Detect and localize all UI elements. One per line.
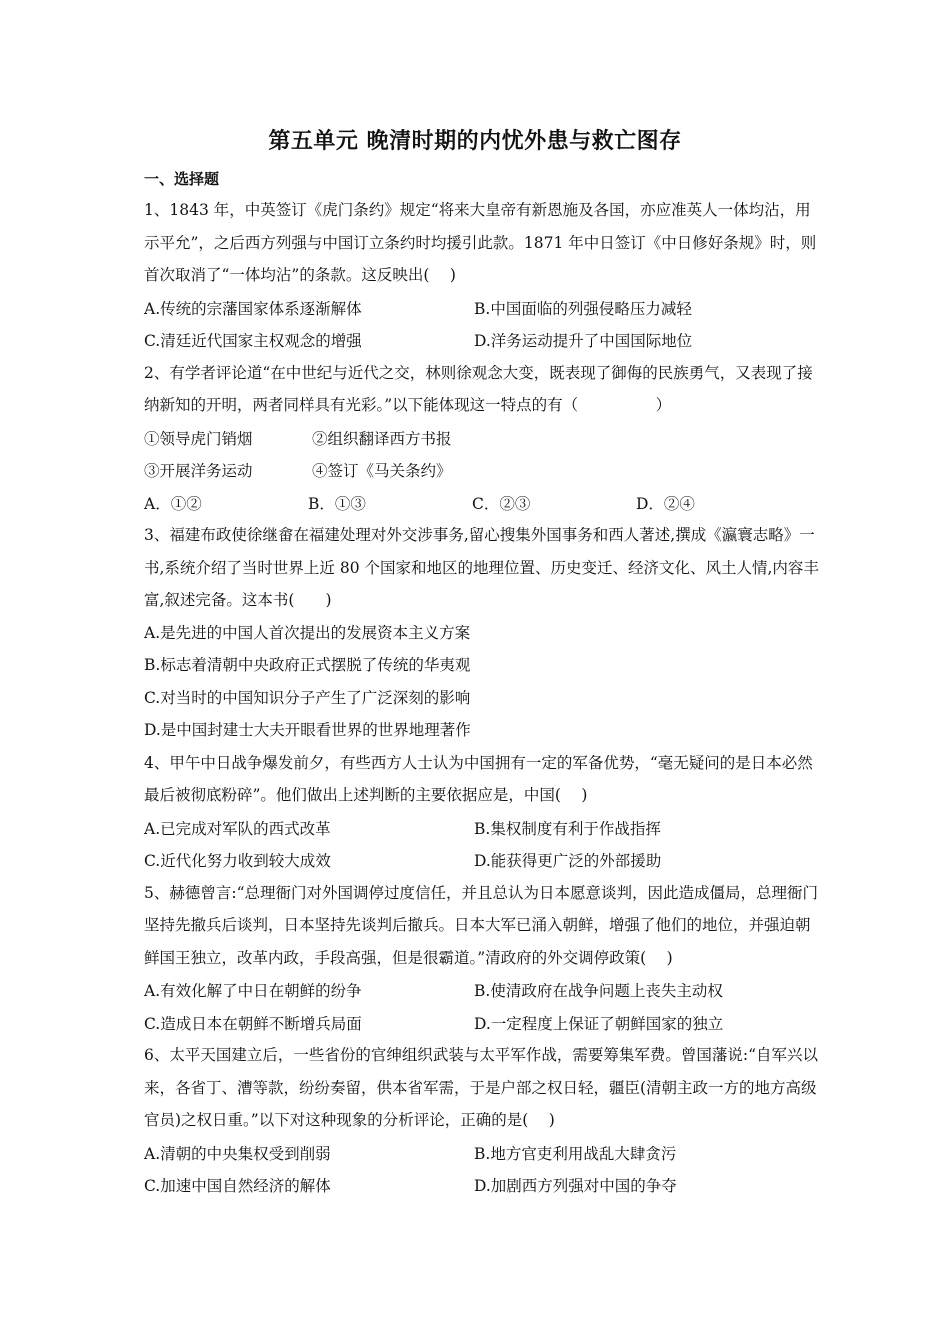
option-c: C.清廷近代国家主权观念的增强 (144, 332, 362, 351)
question-list (144, 194, 824, 1202)
option-d: D．②④ (636, 494, 695, 513)
option-b: B.中国面临的列强侵略压力减轻 (474, 299, 692, 318)
option-a: A.已完成对军队的西式改革 (144, 819, 331, 838)
option-a: A.传统的宗藩国家体系逐渐解体 (144, 299, 362, 318)
option-b: B.地方官吏利用战乱大肆贪污 (474, 1144, 677, 1163)
option-d: D.能获得更广泛的外部援助 (474, 852, 662, 871)
question-stem: 6、太平天国建立后，一些省份的官绅组织武装与太平军作战，需要筹集军费。曾国藩说:“自军兴以来，各省丁、漕等款，纷纷奏留，供本省军需，于是户部之权日轻，疆臣(清朝主政一方的地方高级官员)之权日重。”以下对这种现象的分析评论，正确的是( ) (144, 1046, 819, 1129)
section-heading: 一、选择题 (144, 170, 220, 188)
choice-4: ④签订《马关条约》 (312, 462, 452, 481)
option-b: B.标志着清朝中央政府正式摆脱了传统的华夷观 (144, 656, 471, 674)
choice-2: ②组织翻译西方书报 (312, 429, 452, 448)
option-a: A.有效化解了中日在朝鲜的纷争 (144, 982, 362, 1001)
option-row (144, 324, 824, 357)
option-a: A．①② (144, 494, 202, 513)
page-title: 第五单元 晚清时期的内忧外患与救亡图存 (268, 129, 682, 154)
question-3 (144, 519, 824, 747)
option-c: C.加速中国自然经济的解体 (144, 1177, 331, 1196)
question-1 (144, 194, 824, 357)
option-a: A.清朝的中央集权受到削弱 (144, 1144, 331, 1163)
question-4 (144, 747, 824, 877)
option-c: C．②③ (472, 494, 531, 513)
choice-row (144, 422, 824, 455)
option-b: B．①③ (308, 494, 366, 513)
option-c: C.对当时的中国知识分子产生了广泛深刻的影响 (144, 688, 471, 707)
choice-3: ③开展洋务运动 (144, 462, 253, 481)
option-d: D.加剧西方列强对中国的争夺 (474, 1177, 677, 1196)
question-stem: 5、赫德曾言:“总理衙门对外国调停过度信任，并且总认为日本愿意谈判，因此造成僵局，总理衙门坚持先撤兵后谈判，日本坚持先谈判后撤兵。日本大军已涌入朝鲜，增强了他们的地位，并强迫朝鲜国王独立，改革内政，手段高强，但是很霸道。”清政府的外交调停政策( ) (144, 883, 819, 967)
option-row (144, 844, 824, 877)
option-b: B.使清政府在战争问题上丧失主动权 (474, 982, 723, 1001)
question-stem: 2、有学者评论道“在中世纪与近代之交，林则徐观念大变，既表现了御侮的民族勇气，又表现了接纳新知的开明，两者同样具有光彩。”以下能体现这一特点的有（ ） (144, 363, 813, 414)
question-2 (144, 357, 824, 520)
option-a: A.是先进的中国人首次提出的发展资本主义方案 (144, 623, 471, 642)
question-5 (144, 877, 824, 1040)
option-row (144, 1137, 824, 1170)
option-row (144, 1007, 824, 1040)
option-row (144, 974, 824, 1007)
option-d: D.一定程度上保证了朝鲜国家的独立 (474, 1014, 724, 1033)
option-row (144, 1169, 824, 1202)
option-c: C.造成日本在朝鲜不断增兵局面 (144, 1014, 362, 1033)
option-row (144, 812, 824, 845)
option-row (144, 292, 824, 325)
choice-row (144, 454, 824, 487)
choice-1: ①领导虎门销烟 (144, 429, 253, 448)
question-stem: 1、1843 年，中英签订《虎门条约》规定“将来大皇帝有新恩施及各国，亦应准英人一体均沾，用示平允”，之后西方列强与中国订立条约时均援引此款。1871 年中日签订《中日修好条规》时，则首次取消了“一体均沾”的条款。这反映出( ) (144, 201, 817, 284)
question-stem: 3、福建布政使徐继畲在福建处理对外交涉事务,留心搜集外国事务和西人著述,撰成《瀛寰志略》一书,系统介绍了当时世界上近 80 个国家和地区的地理位置、历史变迁、经济文化、风土人情,内容丰富,叙述完备。这本书( ) (144, 526, 819, 609)
option-d: D.是中国封建士大夫开眼看世界的世界地理著作 (144, 721, 471, 739)
question-6 (144, 1039, 824, 1202)
option-c: C.近代化努力收到较大成效 (144, 852, 331, 871)
option-d: D.洋务运动提升了中国国际地位 (474, 332, 693, 351)
option-b: B.集权制度有利于作战指挥 (474, 819, 661, 838)
question-stem: 4、甲午中日战争爆发前夕，有些西方人士认为中国拥有一定的军备优势，“毫无疑问的是日本必然最后被彻底粉碎”。他们做出上述判断的主要依据应是，中国( ) (144, 753, 813, 804)
option-row (144, 487, 824, 520)
